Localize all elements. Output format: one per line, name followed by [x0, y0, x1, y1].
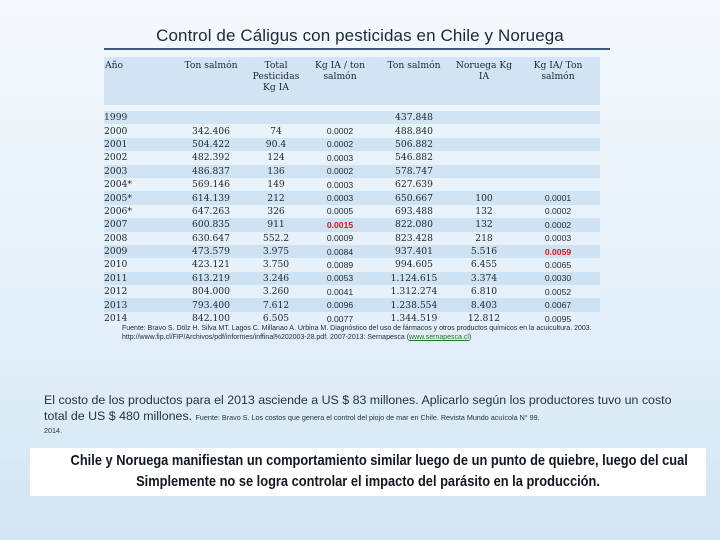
- table-cell: 132: [452, 218, 516, 231]
- header-ton-salmon-norway: Ton salmón: [376, 57, 452, 105]
- table-cell: [516, 111, 600, 124]
- table-cell: 0.0041: [304, 285, 376, 298]
- table-row: [104, 232, 600, 245]
- table-cell: 650.667: [376, 191, 452, 204]
- table-cell: 504.422: [174, 138, 248, 151]
- table-cell: 0.0002: [516, 205, 600, 218]
- table-row: [104, 285, 600, 298]
- table-cell: 136: [248, 165, 304, 178]
- cost-note-year: 2014.: [44, 426, 62, 435]
- title-underline: [104, 48, 610, 50]
- table-cell: 3.374: [452, 272, 516, 285]
- cell-year: 2003: [104, 165, 174, 178]
- table-cell: [516, 178, 600, 191]
- table-cell: 437.848: [376, 111, 452, 124]
- table-cell: 3.260: [248, 285, 304, 298]
- table-cell: 3.750: [248, 258, 304, 271]
- table-cell: 326: [248, 205, 304, 218]
- cell-year: 2005*: [104, 191, 174, 204]
- header-kg-ia-per-ton-norway: Kg IA/ Ton salmón: [516, 57, 600, 105]
- table-cell: 842.100: [174, 312, 248, 325]
- table-cell: 613.219: [174, 272, 248, 285]
- source-line-1: Fuente: Bravo S. Dölz H. Silva MT. Lagos C. Millanao A. Urbina M. Diagnóstico del uso de fármacos y otros productos químicos en la acuicultura. 2003.: [122, 325, 592, 332]
- header-year: Año: [104, 57, 174, 105]
- table-cell: 212: [248, 191, 304, 204]
- table-row: [104, 124, 600, 137]
- table-cell: 1.238.554: [376, 298, 452, 311]
- table-cell: 647.263: [174, 205, 248, 218]
- table-row: [104, 191, 600, 204]
- table-cell: 3.246: [248, 272, 304, 285]
- table-cell: 0.0015: [304, 218, 376, 231]
- table-cell: 473.579: [174, 245, 248, 258]
- table-cell: [452, 138, 516, 151]
- table-cell: 569.146: [174, 178, 248, 191]
- cell-year: 2004*: [104, 178, 174, 191]
- cell-year: 2009: [104, 245, 174, 258]
- table-cell: 5.516: [452, 245, 516, 258]
- header-kg-ia-per-ton-chile: Kg IA / ton salmón: [304, 57, 376, 105]
- table-cell: 0.0003: [516, 232, 600, 245]
- conclusion-box: [30, 448, 706, 496]
- table-row: [104, 245, 600, 258]
- cell-year: 2006*: [104, 205, 174, 218]
- table-cell: 0.0003: [304, 178, 376, 191]
- table-cell: [452, 165, 516, 178]
- table-cell: [516, 165, 600, 178]
- cost-note: Fuente: Bravo S. Los costos que genera el control del piojo de mar en Chile. Revista Mundo acuícola N° 99.: [195, 413, 540, 422]
- table-cell: 822.080: [376, 218, 452, 231]
- table-row: [104, 178, 600, 191]
- sernapesca-link[interactable]: www.sernapesca.cl: [409, 334, 469, 342]
- table-header-row: [104, 57, 600, 105]
- table-cell: 0.0005: [304, 205, 376, 218]
- table-cell: 630.647: [174, 232, 248, 245]
- table-cell: 7.612: [248, 298, 304, 311]
- table-row: [104, 111, 600, 124]
- table-cell: 1.124.615: [376, 272, 452, 285]
- table-cell: 488.840: [376, 124, 452, 137]
- table-cell: [452, 151, 516, 164]
- pesticide-table: [104, 57, 600, 325]
- table-cell: [516, 151, 600, 164]
- table-cell: 506.882: [376, 138, 452, 151]
- table-cell: 0.0002: [304, 165, 376, 178]
- table-cell: 911: [248, 218, 304, 231]
- header-norway-kg-ia: Noruega Kg IA: [452, 57, 516, 105]
- table-row: [104, 205, 600, 218]
- table-cell: [516, 124, 600, 137]
- page-title: Control de Cáligus con pesticidas en Chile y Noruega: [156, 26, 564, 45]
- table-cell: 823.428: [376, 232, 452, 245]
- table-cell: 546.882: [376, 151, 452, 164]
- header-total-pesticides: Total Pesticidas Kg IA: [248, 57, 304, 105]
- table-cell: 0.0052: [516, 285, 600, 298]
- table-source: [122, 324, 592, 343]
- cell-year: 2013: [104, 298, 174, 311]
- cell-year: 2014: [104, 312, 174, 325]
- cell-year: 2002: [104, 151, 174, 164]
- table-cell: 100: [452, 191, 516, 204]
- table-row: [104, 272, 600, 285]
- table-cell: 0.0059: [516, 245, 600, 258]
- table-cell: 0.0065: [516, 258, 600, 271]
- table-cell: 0.0003: [304, 191, 376, 204]
- cell-year: 2010: [104, 258, 174, 271]
- table-cell: 627.639: [376, 178, 452, 191]
- table-cell: 12.812: [452, 312, 516, 325]
- cell-year: 2011: [104, 272, 174, 285]
- table-row: [104, 298, 600, 311]
- table-cell: 423.121: [174, 258, 248, 271]
- table-cell: 0.0053: [304, 272, 376, 285]
- table-cell: 124: [248, 151, 304, 164]
- table-cell: 804.000: [174, 285, 248, 298]
- table-cell: 8.403: [452, 298, 516, 311]
- table-cell: [452, 178, 516, 191]
- table-cell: [452, 124, 516, 137]
- table-cell: 0.0089: [304, 258, 376, 271]
- table-cell: 0.0002: [304, 138, 376, 151]
- table-cell: 1.312.274: [376, 285, 452, 298]
- table-cell: 482.392: [174, 151, 248, 164]
- table-cell: 218: [452, 232, 516, 245]
- table-cell: [516, 138, 600, 151]
- cell-year: 2008: [104, 232, 174, 245]
- table-cell: 0.0096: [304, 298, 376, 311]
- table-cell: 6.505: [248, 312, 304, 325]
- table-cell: [248, 111, 304, 124]
- table-cell: [174, 111, 248, 124]
- table-cell: 90.4: [248, 138, 304, 151]
- table-cell: 0.0030: [516, 272, 600, 285]
- table-cell: 600.835: [174, 218, 248, 231]
- table-cell: [304, 111, 376, 124]
- conclusion-line-2: Simplemente no se logra controlar el impacto del parásito en la producción.: [136, 474, 600, 490]
- table-cell: 994.605: [376, 258, 452, 271]
- table-cell: 0.0002: [304, 124, 376, 137]
- table-cell: 6.455: [452, 258, 516, 271]
- table-cell: 132: [452, 205, 516, 218]
- table-cell: 0.0077: [304, 312, 376, 325]
- table-cell: 0.0095: [516, 312, 600, 325]
- table-cell: 552.2: [248, 232, 304, 245]
- table-cell: 486.837: [174, 165, 248, 178]
- cell-year: 2000: [104, 124, 174, 137]
- table-cell: 937.401: [376, 245, 452, 258]
- table-cell: 6.810: [452, 285, 516, 298]
- table-row: [104, 165, 600, 178]
- table-cell: 149: [248, 178, 304, 191]
- table-cell: 578.747: [376, 165, 452, 178]
- cell-year: 1999: [104, 111, 174, 124]
- cell-year: 2007: [104, 218, 174, 231]
- table-row: [104, 218, 600, 231]
- table-cell: 74: [248, 124, 304, 137]
- table-row: [104, 258, 600, 271]
- table-cell: 693.488: [376, 205, 452, 218]
- cell-year: 2001: [104, 138, 174, 151]
- table-cell: 0.0001: [516, 191, 600, 204]
- table-cell: 0.0009: [304, 232, 376, 245]
- cost-text: El costo de los productos para el 2013 asciende a US $ 83 millones. Aplicarlo según los productores tuvo un costo total de US $ 480 millones.: [44, 393, 672, 423]
- table-cell: 342.406: [174, 124, 248, 137]
- cost-paragraph: [44, 392, 694, 436]
- table-cell: 614.139: [174, 191, 248, 204]
- source-line-2: http://www.fip.cl/FIP/Archivos/pdf/informes/inffinal%202003-28.pdf. 2007-2013: Sernapesca (www.sernapesca.cl): [122, 334, 472, 342]
- table-cell: 0.0084: [304, 245, 376, 258]
- table-cell: [452, 111, 516, 124]
- header-ton-salmon-chile: Ton salmón: [174, 57, 248, 105]
- table-cell: 0.0003: [304, 151, 376, 164]
- table-row: [104, 138, 600, 151]
- table-row: [104, 151, 600, 164]
- table-cell: 793.400: [174, 298, 248, 311]
- table-cell: 0.0067: [516, 298, 600, 311]
- cell-year: 2012: [104, 285, 174, 298]
- table-cell: 0.0002: [516, 218, 600, 231]
- table-cell: 3.975: [248, 245, 304, 258]
- table-cell: 1.344.519: [376, 312, 452, 325]
- conclusion-line-1: Chile y Noruega manifiestan un comportamiento similar luego de un punto de quiebre, luego del cual: [70, 453, 688, 469]
